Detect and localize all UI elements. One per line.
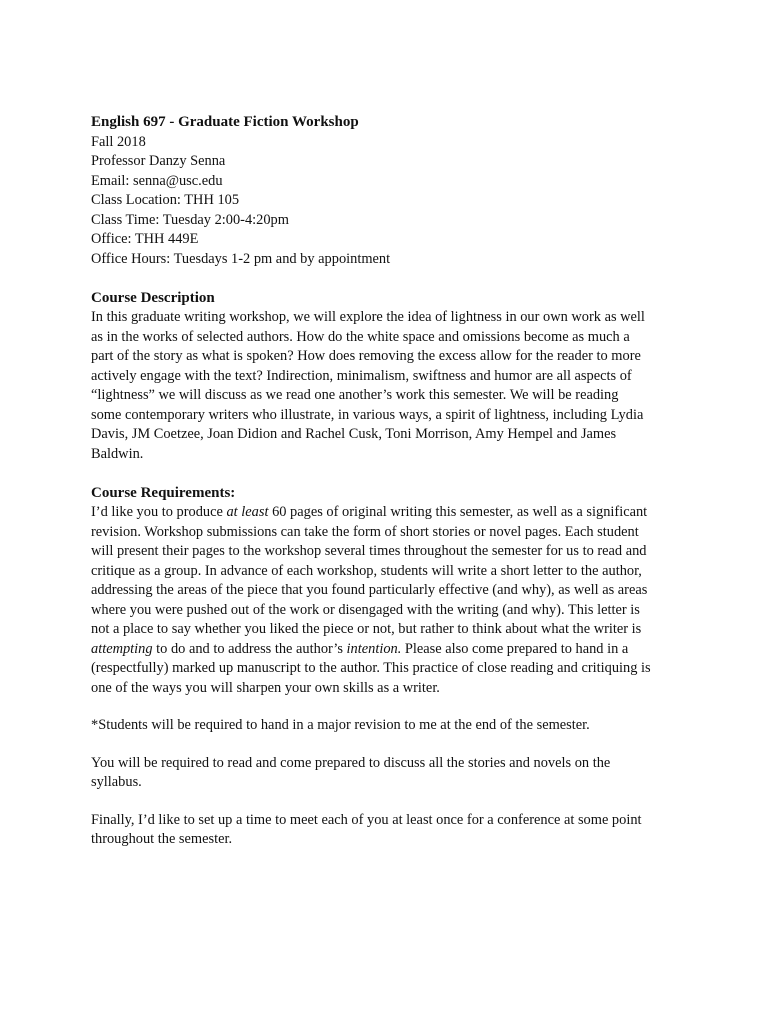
requirements-emphasis: at least [226,504,269,520]
conference-line: throughout the semester. [91,831,233,847]
class-location: Class Location: THH 105 [91,192,240,208]
description-line: Davis, JM Coetzee, Joan Didion and Rachel Cusk, Toni Morrison, Amy Hempel and James [91,426,617,442]
requirements-text: I’d like you to produce [91,504,227,520]
requirements-emphasis: attempting [91,640,153,657]
requirements-line: will present their pages to the workshop several times throughout the semester for us to read and [91,543,647,559]
description-line: actively engage with the text? Indirection, minimalism, swiftness and humor are all aspects of [91,367,632,384]
professor-name: Professor Danzy Senna [91,153,226,169]
requirements-line [91,503,691,523]
requirements-line: one of the ways you will sharpen your own skills as a writer. [91,679,440,696]
office-location: Office: THH 449E [91,231,199,247]
reading-line: You will be required to read and come prepared to discuss all the stories and novels on the [91,754,611,771]
revision-note: *Students will be required to hand in a major revision to me at the end of the semester. [91,717,590,733]
office-hours: Office Hours: Tuesdays 1-2 pm and by appointment [91,250,391,267]
description-line: Baldwin. [91,445,144,462]
paragraph-spacer [91,736,691,754]
description-line: “lightness” we will discuss as we read one another’s work this semester. We will be reading [91,387,619,403]
reading-line: syllabus. [91,774,142,790]
paragraph-spacer [91,793,691,811]
description-line: as in the works of selected authors. How do the white space and omissions become as much a [91,328,630,345]
course-requirements-heading: Course Requirements: [91,484,236,501]
description-line: In this graduate writing workshop, we will explore the idea of lightness in our own work as well [91,309,645,325]
document-body [91,113,691,850]
requirements-text: to do and to address the author’s [152,640,347,657]
requirements-line: (respectfully) marked up manuscript to the author. This practice of close reading and critiquing is [91,660,651,676]
requirements-text: 60 pages of original writing this semester, as well as a significant [268,504,648,520]
requirements-text: Please also come prepared to hand in a [401,640,629,657]
description-line: some contemporary writers who illustrate, in various ways, a spirit of lightness, including Lydia [91,406,644,423]
requirements-line [91,640,691,660]
requirements-emphasis: intention. [346,640,402,657]
description-line: part of the story as what is spoken? How does removing the excess allow for the reader to more [91,348,641,364]
course-description-heading: Course Description [91,289,215,306]
section-spacer [91,464,691,484]
requirements-line: addressing the areas of the piece that you found particularly effective (and why), as well as areas [91,582,648,598]
class-time: Class Time: Tuesday 2:00-4:20pm [91,211,289,228]
section-spacer [91,269,691,289]
course-title: English 697 - Graduate Fiction Workshop [91,114,359,130]
course-term: Fall 2018 [91,133,146,150]
requirements-line: revision. Workshop submissions can take the form of short stories or novel pages. Each student [91,523,639,540]
professor-email: Email: senna@usc.edu [91,172,223,189]
conference-line: Finally, I’d like to set up a time to meet each of you at least once for a conference at some point [91,811,642,828]
paragraph-spacer [91,698,691,716]
requirements-line: not a place to say whether you liked the piece or not, but rather to think about what the writer is [91,621,642,637]
requirements-line: critique as a group. In advance of each workshop, students will write a short letter to the author, [91,562,642,579]
requirements-line: where you were pushed out of the work or disengaged with the writing (and why). This letter is [91,601,640,618]
